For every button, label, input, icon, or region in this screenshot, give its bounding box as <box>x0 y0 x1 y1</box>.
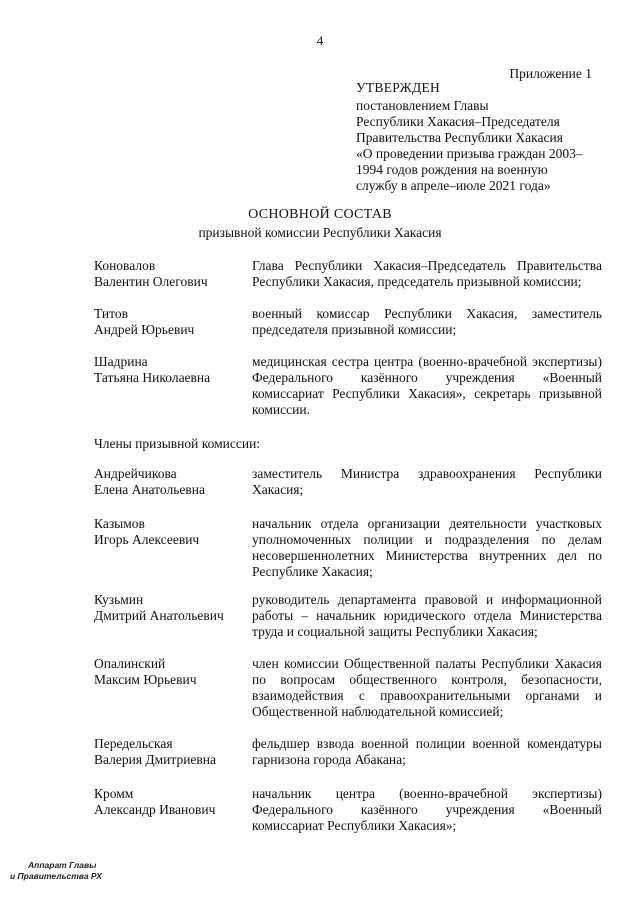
member-name <box>94 466 244 498</box>
member-role: заместитель Министра здравоохранения Республики Хакасия; <box>252 466 602 497</box>
members-section-label: Члены призывной комиссии: <box>94 436 261 451</box>
member-surname: Коновалов <box>94 258 156 273</box>
member-given-name: Максим Юрьевич <box>94 672 197 687</box>
member-name <box>94 258 244 290</box>
member-name <box>94 736 244 768</box>
member-surname: Шадрина <box>94 354 148 369</box>
approval-line: постановлением Главы <box>356 98 489 113</box>
member-surname: Кромм <box>94 786 134 801</box>
member-given-name: Валентин Олегович <box>94 274 208 289</box>
member-name <box>94 656 244 688</box>
member-given-name: Андрей Юрьевич <box>94 322 195 337</box>
member-surname: Опалинский <box>94 656 166 671</box>
heading-title: ОСНОВНОЙ СОСТАВ <box>248 207 392 222</box>
member-given-name: Игорь Алексеевич <box>94 532 200 547</box>
member-role: руководитель департамента правовой и информационной работы – начальник юридического отдела Министерства труда и социальной защиты Республики Хакасия; <box>252 592 602 639</box>
member-name <box>94 592 244 624</box>
member-surname: Передельская <box>94 736 173 751</box>
stamp-line: и Правительства РХ <box>10 871 102 881</box>
member-role: фельдшер взвода военной полиции военной комендатуры гарнизона города Абакана; <box>252 736 602 767</box>
member-surname: Титов <box>94 306 128 321</box>
member-role: начальник центра (военно-врачебной экспертизы) Федерального казённого учреждения «Военный комиссариат Республики Хакасия»; <box>252 786 602 833</box>
member-role: член комиссии Общественной палаты Республики Хакасия по вопросам общественного контроля, безопасности, взаимодействия с правоохранительными органами и Общественной наблюдательной комиссией; <box>252 656 602 719</box>
office-stamp <box>10 860 102 882</box>
member-role: медицинская сестра центра (военно-врачебной экспертизы) Федерального казённого учреждения «Военный комиссариат Республики Хакасия», секретарь призывной комиссии. <box>252 354 602 417</box>
approval-line: 1994 годов рождения на военную <box>356 162 548 177</box>
member-role: начальник отдела организации деятельности участковых уполномоченных полиции и подразделения по делам несовершеннолетних Министерства внутренних дел по Республике Хакасия; <box>252 516 602 579</box>
stamp-line: Аппарат Главы <box>28 860 97 870</box>
member-given-name: Валерия Дмитриевна <box>94 752 217 767</box>
approval-line: «О проведении призыва граждан 2003– <box>356 146 583 161</box>
member-role: военный комиссар Республики Хакасия, заместитель председателя призывной комиссии; <box>252 306 602 337</box>
member-name <box>94 354 244 386</box>
member-name <box>94 786 244 818</box>
document-heading <box>0 207 640 241</box>
member-name <box>94 306 244 338</box>
approval-title: УТВЕРЖДЕН <box>356 80 441 95</box>
member-name <box>94 516 244 548</box>
member-surname: Кузьмин <box>94 592 144 607</box>
member-given-name: Татьяна Николаевна <box>94 370 211 385</box>
member-role: Глава Республики Хакасия–Председатель Правительства Республики Хакасия, председатель призывной комиссии; <box>252 258 602 289</box>
approval-line: Республики Хакасия–Председателя <box>356 114 560 129</box>
member-surname: Андрейчикова <box>94 466 177 481</box>
appendix-label: Приложение 1 <box>509 66 592 81</box>
approval-line: службу в апреле–июле 2021 года» <box>356 178 551 193</box>
heading-subtitle: призывной комиссии Республики Хакасия <box>198 225 442 240</box>
member-given-name: Елена Анатольевна <box>94 482 205 497</box>
member-surname: Казымов <box>94 516 145 531</box>
page-number: 4 <box>316 33 324 48</box>
approval-line: Правительства Республики Хакасия <box>356 130 563 145</box>
member-given-name: Александр Иванович <box>94 802 216 817</box>
member-given-name: Дмитрий Анатольевич <box>94 608 224 623</box>
approval-block <box>356 80 606 194</box>
